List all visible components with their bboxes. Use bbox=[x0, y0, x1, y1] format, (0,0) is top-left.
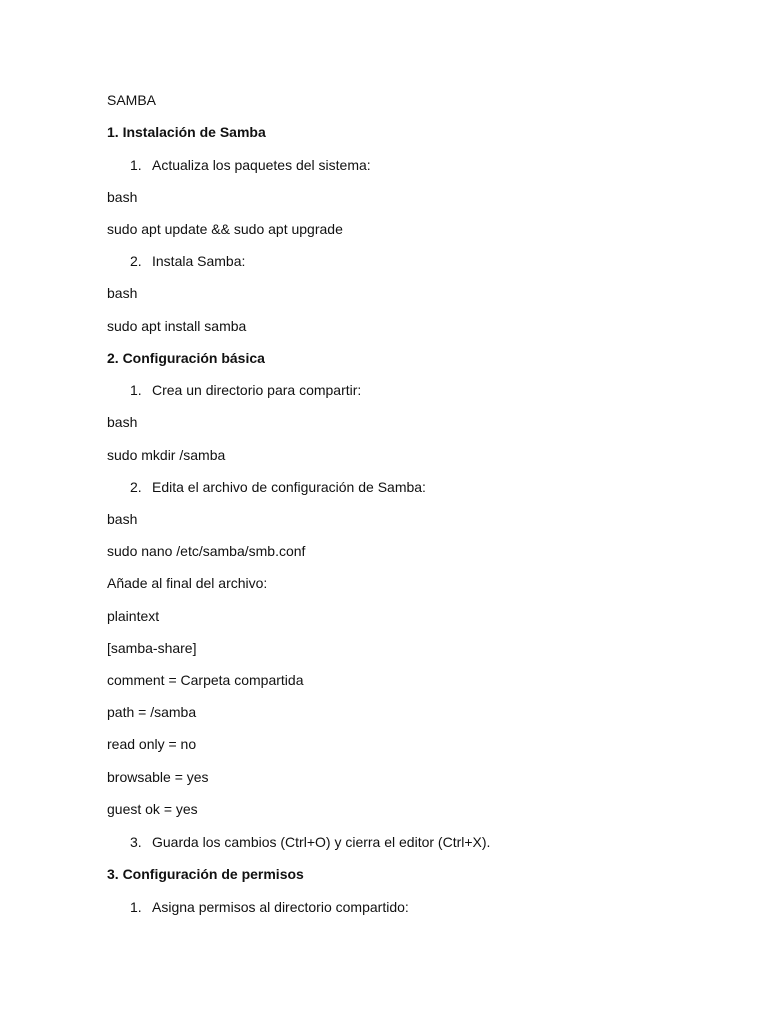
list-number: 3. bbox=[130, 834, 142, 850]
list-item-assign-permissions: Asigna permisos al directorio compartido: bbox=[152, 899, 409, 915]
list-item-create-directory: Crea un directorio para compartir: bbox=[152, 382, 362, 398]
code-language-label: bash bbox=[107, 414, 138, 430]
code-language-label: bash bbox=[107, 511, 138, 527]
code-language-label: bash bbox=[107, 189, 138, 205]
code-language-label: plaintext bbox=[107, 608, 160, 624]
config-line-path: path = /samba bbox=[107, 704, 197, 720]
list-item-install-samba: Instala Samba: bbox=[152, 253, 246, 269]
list-number: 1. bbox=[130, 382, 142, 398]
paragraph-append-instruction: Añade al final del archivo: bbox=[107, 575, 268, 591]
section-heading-basic-config: 2. Configuración básica bbox=[107, 350, 265, 366]
list-number: 2. bbox=[130, 253, 142, 269]
section-heading-installation: 1. Instalación de Samba bbox=[107, 124, 266, 140]
code-command-nano: sudo nano /etc/samba/smb.conf bbox=[107, 543, 306, 559]
code-command-mkdir: sudo mkdir /samba bbox=[107, 447, 226, 463]
config-line-guest: guest ok = yes bbox=[107, 801, 198, 817]
list-number: 1. bbox=[130, 899, 142, 915]
code-language-label: bash bbox=[107, 285, 138, 301]
code-command-install: sudo apt install samba bbox=[107, 318, 247, 334]
list-item-edit-config: Edita el archivo de configuración de Samba: bbox=[152, 479, 426, 495]
list-item-save-changes: Guarda los cambios (Ctrl+O) y cierra el editor (Ctrl+X). bbox=[152, 834, 491, 850]
list-number: 1. bbox=[130, 157, 142, 173]
list-item-update-packages: Actualiza los paquetes del sistema: bbox=[152, 157, 371, 173]
document-title: SAMBA bbox=[107, 92, 157, 108]
code-command-update: sudo apt update && sudo apt upgrade bbox=[107, 221, 343, 237]
config-line-comment: comment = Carpeta compartida bbox=[107, 672, 304, 688]
list-number: 2. bbox=[130, 479, 142, 495]
config-line-readonly: read only = no bbox=[107, 736, 197, 752]
config-line-share: [samba-share] bbox=[107, 640, 197, 656]
config-line-browsable: browsable = yes bbox=[107, 769, 209, 785]
section-heading-permissions: 3. Configuración de permisos bbox=[107, 866, 304, 882]
